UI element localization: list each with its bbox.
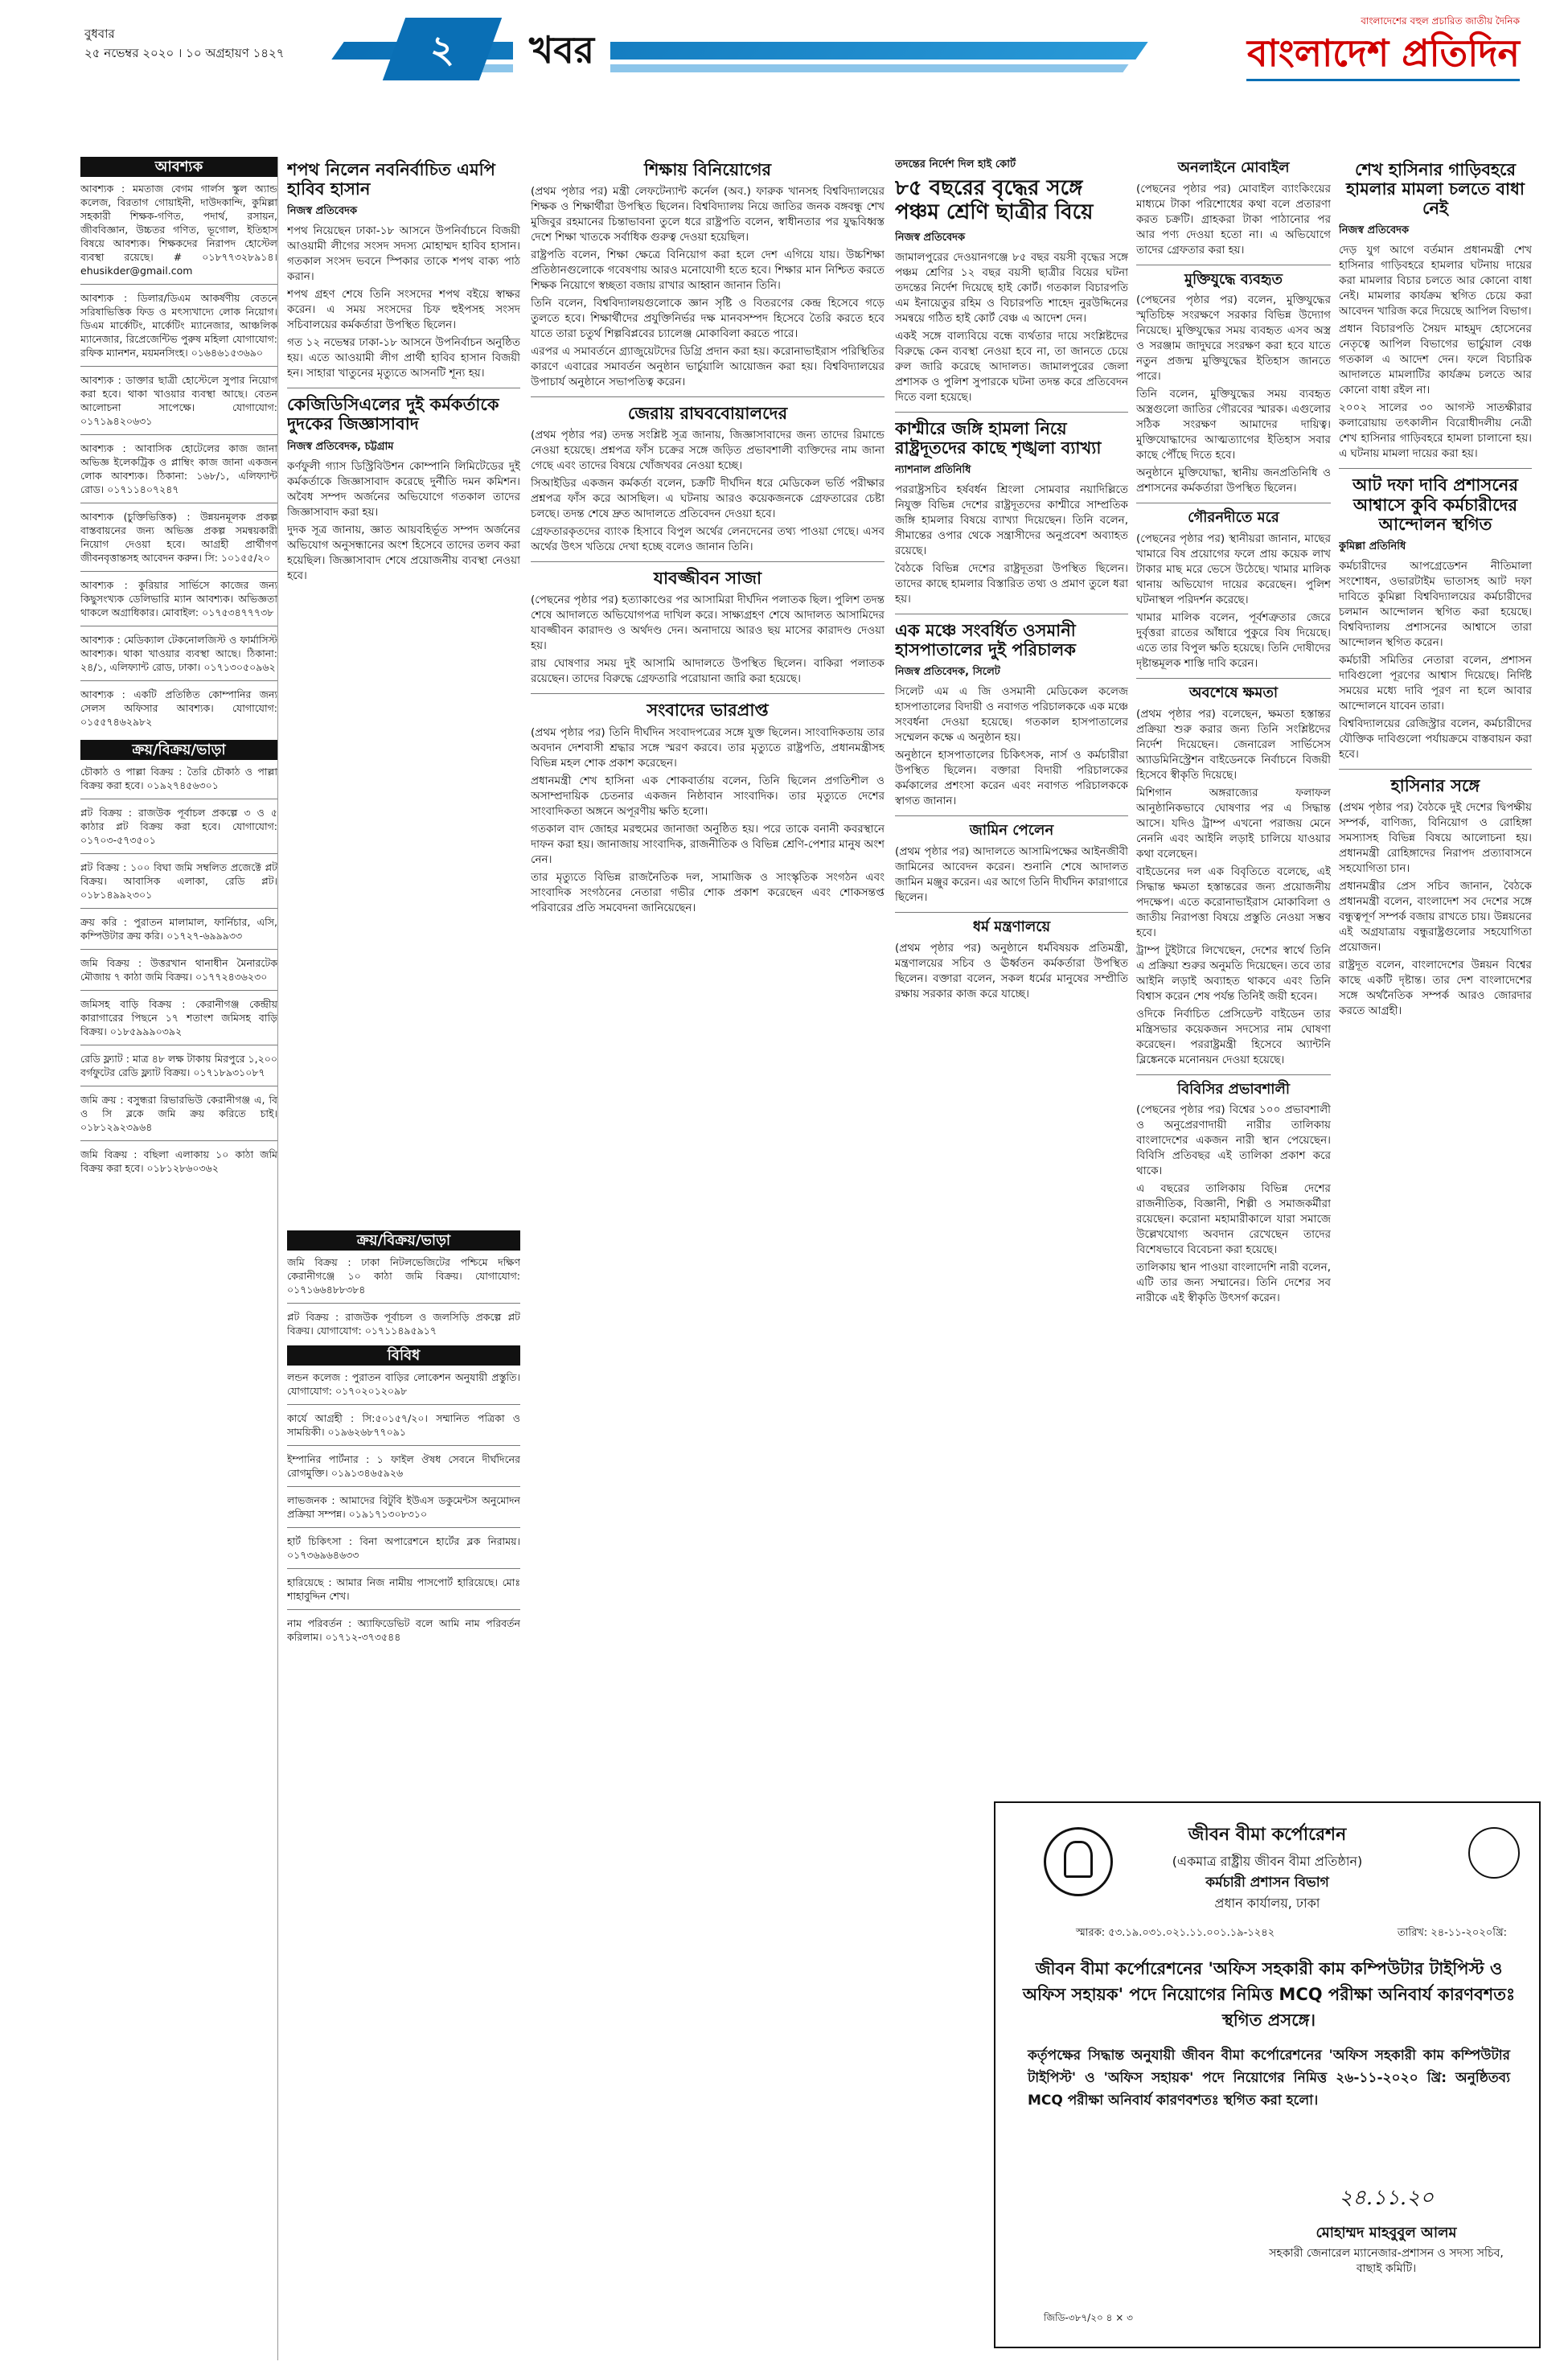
logo-tagline: বাংলাদেশের বহুল প্রচারিত জাতীয় দৈনিক <box>1361 15 1520 27</box>
paragraph: রাষ্ট্রদূত বলেন, বাংলাদেশের উন্নয়ন বিশ্বের কাছে একটি দৃষ্টান্ত। তার দেশ বাংলাদেশের সঙ্গে অর্থনৈতিক সম্পর্ক আরও জোরদার করতে আগ্রহী। <box>1339 958 1532 1017</box>
headline-motorcade-attack[interactable]: শেখ হাসিনার গাড়িবহরে হামলার মামলা চলতে বাধা নেই <box>1346 160 1525 219</box>
classified-ad: প্লট বিক্রয় : ১০০ বিঘা জমি সম্বলিত প্রজেক্টে প্লট বিক্রয়। আবাসিক এলাকা, রেডি প্লট। ০১৮১৪৯৯২৩০১ <box>80 861 277 901</box>
byline: নিজস্ব প্রতিবেদক, চট্টগ্রাম <box>287 440 394 453</box>
classified-ad: প্লট বিক্রয় : রাজউক পূর্বাচল প্রকল্পে ৩ ও ৫ কাঠার প্লট বিক্রয় করা হবে। যোগাযোগ: ০১৭০৩-৫৭৩৫০১ <box>80 807 277 846</box>
paragraph: প্রধান বিচারপতি সৈয়দ মাহমুদ হোসেনের নেতৃত্বে আপিল বিভাগের ভার্চুয়াল বেঞ্চ গতকাল এ আদেশ দেন। ফলে বিচারিক আদালতে মামলাটির কার্যক্রম চলতে আর কোনো বাধা রইল না। <box>1339 322 1532 397</box>
paragraph: (পেছনের পৃষ্ঠার পর) মোবাইল ব্যাংকিংয়ের মাধ্যমে টাকা পরিশোধের কথা বলে প্রতারণা করত চক্রটি। গ্রাহকরা টাকা পাঠানোর পর আর পণ্য দেওয়া হতো না। এ অভিযোগে তাদের গ্রেফতার করা হয়। <box>1136 182 1331 257</box>
headline-bail[interactable]: জামিন পেলেন <box>969 822 1054 840</box>
classified-ad: রেডি ফ্ল্যাট : মাত্র ৪৮ লক্ষ টাকায় মিরপুরে ১,২০০ বর্গফুটের রেডি ফ্ল্যাট বিক্রয়। ০১৭১৮৯৩১০৮৭ <box>80 1053 277 1078</box>
paragraph: খামার মালিক বলেন, পূর্বশত্রুতার জেরে দুর্বৃত্তরা রাতের আঁধারে পুকুরে বিষ দিয়েছে। এতে তার বিপুল ক্ষতি হয়েছে। তিনি দোষীদের দৃষ্টান্তমূলক শাস্তি দাবি করেন। <box>1136 611 1331 671</box>
ad-signature-block <box>1266 2181 1507 2277</box>
classifieds-column-2 <box>287 1230 520 2356</box>
paragraph: (প্রথম পৃষ্ঠার পর) তিনি দীর্ঘদিন সংবাদপত্রের সঙ্গে যুক্ত ছিলেন। সাংবাদিকতায় তার অবদান দেশবাসী শ্রদ্ধার সঙ্গে স্মরণ করবে। তার মৃত্যুতে রাষ্ট্রপতি, প্রধানমন্ত্রীসহ বিভিন্ন মহল শোক প্রকাশ করেছেন। <box>531 725 885 770</box>
paragraph: দেড় যুগ আগে বর্তমান প্রধানমন্ত্রী শেখ হাসিনার গাড়িবহরে হামলার ঘটনায় দায়ের করা মামলার বিচার চলতে আর কোনো বাধা নেই। মামলার কার্যক্রম স্থগিত চেয়ে করা আবেদন খারিজ করে দিয়েছে আপিল বিভাগ। <box>1339 244 1532 318</box>
date-line <box>84 24 285 63</box>
byline: কুমিল্লা প্রতিনিধি <box>1339 540 1406 552</box>
paragraph: দুদক সূত্র জানায়, জ্ঞাত আয়বহির্ভূত সম্পদ অর্জনের অভিযোগ অনুসন্ধানের অংশ হিসেবে তাদের তলব করা হয়েছিল। জিজ্ঞাসাবাদ শেষে প্রয়োজনীয় ব্যবস্থা নেওয়া হবে। <box>287 523 520 582</box>
ad-organization: জীবন বীমা কর্পোরেশন <box>1188 1825 1347 1845</box>
classified-ad: জমি বিক্রয় : ঢাকা নিটলভেজিটের পশ্চিমে দক্ষিণ কেরানীগঞ্জে ১০ কাঠা জমি বিক্রয়। যোগাযোগ: ০১৭১৬৬৪৮৮৩৮৪ <box>287 1256 520 1296</box>
paragraph: (পেছনের পৃষ্ঠার পর) বিশ্বের ১০০ প্রভাবশালী ও অনুপ্রেরণাদায়ী নারীর তালিকায় বাংলাদেশের একজন নারী স্থান পেয়েছেন। বিবিসি প্রতিবছর এই তালিকা প্রকাশ করে থাকে। <box>1136 1103 1331 1178</box>
ad-body: কর্তৃপক্ষের সিদ্ধান্ত অনুযায়ী জীবন বীমা কর্পোরেশনের 'অফিস সহকারী কাম কম্পিউটার টাইপিস্ট' ও 'অফিস সহায়ক' পদে নিয়োগের নিমিত্ত ২৬-১১-২০২০ খ্রি: অনুষ্ঠিতব্য MCQ পরীক্ষা অনিবার্য কারণবশতঃ স্থগিত করা হলো। <box>1028 2047 1510 2109</box>
ad-date: তারিখ: ২৪-১১-২০২০খ্রি: <box>1397 1927 1507 1939</box>
classified-ad: লন্ডন কলেজ : পুরাতন বাড়ির লোকেশন অনুযায়ী প্রস্তুতি। যোগাযোগ: ০১৭০২০১২০৯৮ <box>287 1371 520 1397</box>
paragraph: বিশ্ববিদ্যালয়ের রেজিস্ট্রার বলেন, কর্মচারীদের যৌক্তিক দাবিগুলো পর্যায়ক্রমে বাস্তবায়ন করা হবে। <box>1339 717 1532 761</box>
headline-kashmir[interactable]: কাশ্মীরে জঙ্গি হামলা নিয়ে রাষ্ট্রদূতদের কাছে শৃঙ্খলা ব্যাখ্যা <box>895 418 1102 458</box>
byline: ন্যাশনাল প্রতিনিধি <box>895 464 971 477</box>
section-title: খবর <box>513 23 610 84</box>
classified-ad: ক্রয় করি : পুরাতন মালামাল, ফার্নিচার, এসি, কম্পিউটার ক্রয় করি। ০১৭২৭-৬৯৯৯৩৩ <box>80 916 277 942</box>
byline: নিজস্ব প্রতিবেদক <box>287 205 358 218</box>
paragraph: গত ১২ নভেম্বর ঢাকা-১৮ আসনে উপনির্বাচন অনুষ্ঠিত হয়। এতে আওয়ামী লীগ প্রার্থী হাবিব হাসান বিজয়ী হন। সাহারা খাতুনের মৃত্যুতে আসনটি শূন্য হয়। <box>287 336 520 380</box>
classified-ad: প্লট বিক্রয় : রাজউক পূর্বাচল ও জলসিড়ি প্রকল্পে প্লট বিক্রয়। যোগাযোগ: ০১৭১১৪৯৫৯১৭ <box>287 1311 520 1337</box>
paragraph: ট্রাম্প টুইটারে লিখেছেন, দেশের স্বার্থে তিনি এ প্রক্রিয়া শুরুর অনুমতি দিয়েছেন। তবে তার আইনি লড়াই অব্যাহত থাকবে এবং তিনি বিশ্বাস করেন শেষ পর্যন্ত তিনিই জয়ী হবেন। <box>1136 943 1331 1003</box>
ad-department: কর্মচারী প্রশাসন বিভাগ <box>1205 1875 1329 1891</box>
headline-education[interactable]: শিক্ষায় বিনিয়োগের <box>643 160 772 179</box>
ad-title: জীবন বীমা কর্পোরেশনের 'অফিস সহকারী কাম কম্পিউটার টাইপিস্ট ও অফিস সহায়ক' পদে নিয়োগের নিমিত্ত MCQ পরীক্ষা অনিবার্য কারণবশতঃ স্থগিত প্রসঙ্গে। <box>1022 1959 1516 2030</box>
headline-child-marriage[interactable]: ৮৫ বছরের বৃদ্ধের সঙ্গে পঞ্চম শ্রেণি ছাত্রীর বিয়ে <box>895 176 1094 224</box>
paragraph: বৈঠকে বিভিন্ন দেশের রাষ্ট্রদূতরা উপস্থিত ছিলেন। তাদের কাছে হামলার বিস্তারিত তথ্য ও প্রমাণ তুলে ধরা হয়। <box>895 562 1128 606</box>
classifieds-column <box>80 157 278 2360</box>
paragraph: প্রধানমন্ত্রী শেখ হাসিনা এক শোকবার্তায় বলেন, তিনি ছিলেন প্রগতিশীল ও অসাম্প্রদায়িক চেতনার একজন নিষ্ঠাবান সাংবাদিক। তার মৃত্যুতে দেশের সাংবাদিকতা অঙ্গনে অপূরণীয় ক্ষতি হলো। <box>531 774 885 818</box>
paragraph: অনুষ্ঠানে মুক্তিযোদ্ধা, স্থানীয় জনপ্রতিনিধি ও প্রশাসনের কর্মকর্তারা উপস্থিত ছিলেন। <box>1136 466 1331 495</box>
paragraph: (পেছনের পৃষ্ঠার পর) বলেন, মুক্তিযুদ্ধের স্মৃতিচিহ্ন সংরক্ষণে সরকার বিভিন্ন উদ্যোগ নিয়েছে। মুক্তিযুদ্ধের সময় ব্যবহৃত এসব অস্ত্র ও সরঞ্জাম জাদুঘরে সংরক্ষণ করা হবে যাতে নতুন প্রজন্ম মুক্তিযুদ্ধের ইতিহাস জানতে পারে। <box>1136 294 1331 384</box>
signature: ২৪.১১.২০ <box>1339 2186 1434 2210</box>
paragraph: পররাষ্ট্রসচিব হর্ষবর্ধন শ্রিংলা সোমবার নয়াদিল্লিতে নিযুক্ত বিভিন্ন দেশের রাষ্ট্রদূতদের কাশ্মীরে সাম্প্রতিক জঙ্গি হামলার বিষয়ে ব্যাখ্যা দিয়েছেন। তিনি বলেন, সীমান্তের ওপার থেকে সন্ত্রাসীদের অনুপ্রবেশ অব্যাহত রয়েছে। <box>895 483 1128 558</box>
classified-ad: আবশ্যক (চুক্তিভিত্তিক) : উন্নয়নমূলক প্রকল্প বাস্তবায়নের জন্য অভিজ্ঞ প্রকল্প সমন্বয়কারী নিয়োগ দেওয়া হবে। আগ্রহী প্রার্থীগণ জীবনবৃত্তান্তসহ আবেদন করুন। সি: ১০১৫৫/২০ <box>80 511 277 564</box>
classified-ad: আবশ্যক : মমতাজ বেগম গার্লস স্কুল অ্যান্ড কলেজ, বিরতাগ গোয়াইনী, দাউদকান্দি, কুমিল্লা সহকারী শিক্ষক-গণিত, পদার্থ, রসায়ন, জীববিজ্ঞান, উচ্চতর গণিত, ভূগোল, ইতিহাস বিষয়ে আবশ্যক। শিক্ষকদের নিরাপদ হোস্টেল ব্যবস্থা রয়েছে। # ০১৮৭৭৩২৮৯১৪। ehusikder@gmail.com <box>80 183 277 277</box>
paragraph: গতকাল বাদ জোহর মরহুমের জানাজা অনুষ্ঠিত হয়। পরে তাকে বনানী কবরস্থানে দাফন করা হয়। জানাজায় সাংবাদিক, রাজনীতিক ও বিভিন্ন শ্রেণি-পেশার মানুষ অংশ নেন। <box>531 822 885 866</box>
headline-osmani[interactable]: এক মঞ্চে সংবর্ধিত ওসমানী হাসপাতালের দুই পরিচালক <box>895 621 1076 660</box>
column-3 <box>531 157 885 2360</box>
paragraph: এ বছরের তালিকায় বিভিন্ন দেশের রাজনীতিক, বিজ্ঞানী, শিল্পী ও সমাজকর্মীরা রয়েছেন। করোনা মহামারীকালে যারা সমাজে উল্লেখযোগ্য অবদান রেখেছেন তাদের বিশেষভাবে বিবেচনা করা হয়েছে। <box>1136 1182 1331 1257</box>
classified-ad: হারিয়েছে : আমার নিজ নামীয় পাসপোর্ট হারিয়েছে। মোঃ শাহাবুদ্দিন শেখ। <box>287 1576 520 1602</box>
paragraph: একই সঙ্গে বাল্যবিয়ে বন্ধে ব্যর্থতার দায়ে সংশ্লিষ্টদের বিরুদ্ধে কেন ব্যবস্থা নেওয়া হবে না, তা জানতে চেয়ে রুল জারি করেছে আদালত। জামালপুরের জেলা প্রশাসক ও পুলিশ সুপারকে ঘটনা তদন্ত করে প্রতিবেদন দিতে বলা হয়েছে। <box>895 329 1128 404</box>
headline-mp-oath[interactable]: শপথ নিলেন নবনির্বাচিত এমপি হাবিব হাসান <box>287 160 495 199</box>
paragraph: (প্রথম পৃষ্ঠার পর) অনুষ্ঠানে ধর্মবিষয়ক প্রতিমন্ত্রী, মন্ত্রণালয়ের সচিব ও ঊর্ধ্বতন কর্মকর্তারা উপস্থিত ছিলেন। বক্তারা বলেন, সকল ধর্মের মানুষের সম্প্রীতি রক্ষায় সরকার কাজ করে যাচ্ছে। <box>895 941 1128 1000</box>
classified-ad: আবশ্যক : ডিলার/ডিএম আকর্ষণীয় বেতনে সরিষাভিত্তিক ফিড ও মৎস্যখাদ্যে লোক নিয়োগ। ডিএম মার্কেটিং, মার্কেটিং ম্যানেজার, আঞ্চলিক ম্যানেজার, রিপ্রেজেন্টিভ পুরুষ মহিলা যোগাযোগ: রফিক ম্যানশন, ময়মনসিংহ। ০১৬৪৬১৫৩৬৯০ <box>80 292 277 359</box>
paragraph: তালিকায় স্থান পাওয়া বাংলাদেশি নারী বলেন, এটি তার জন্য সম্মানের। তিনি দেশের সব নারীকে এই স্বীকৃতি উৎসর্গ করেন। <box>1136 1261 1331 1305</box>
classified-ad: জমি বিক্রয় : বছিলা এলাকায় ১০ কাঠা জমি বিক্রয় করা হবে। ০১৮১২৮৬০৩৬২ <box>80 1148 277 1174</box>
paragraph: মিশিগান অঙ্গরাজ্যের ফলাফল আনুষ্ঠানিকভাবে ঘোষণার পর এ সিদ্ধান্ত আসে। যদিও ট্রাম্প এখনো পরাজয় মেনে নেননি এবং আইনি লড়াই চালিয়ে যাওয়ার কথা বলেছেন। <box>1136 786 1331 860</box>
column-6 <box>1339 157 1532 1781</box>
masthead <box>0 0 1568 113</box>
headline-online-mobile[interactable]: অনলাইনে মোবাইল <box>1177 159 1290 176</box>
paragraph: ২০০২ সালের ৩০ আগস্ট সাতক্ষীরার কলারোয়ায় তৎকালীন বিরোধীদলীয় নেত্রী শেখ হাসিনার গাড়িবহরে হামলা চালানো হয়। এ ঘটনায় মামলা দায়ের করা হয়। <box>1339 401 1532 461</box>
classified-ad: জমি ক্রয় : বসুন্ধরা রিভারভিউ কেরানীগঞ্জ এ, বি ও সি ব্লকে জমি ক্রয় করিতে চাই। ০১৮১২৯২৩৯৬৪ <box>80 1094 277 1133</box>
newspaper-logo[interactable] <box>1246 14 1520 103</box>
column-5 <box>1136 157 1331 1781</box>
issue-date: ২৫ নভেম্বর ২০২০ । ১০ অগ্রহায়ণ ১৪২৭ <box>84 46 285 60</box>
headline-life-sentence[interactable]: যাবজ্জীবন সাজা <box>653 569 762 589</box>
paragraph: সিআইডির একজন কর্মকর্তা বলেন, চক্রটি দীর্ঘদিন ধরে মেডিকেল ভর্তি পরীক্ষার প্রশ্নপত্র ফাঁস করে আসছিল। এ ঘটনায় আরও কয়েকজনকে গ্রেফতারের চেষ্টা চলছে। তদন্ত শেষে দ্রুত আদালতে প্রতিবেদন দেওয়া হবে। <box>531 477 885 521</box>
logo-rule <box>1246 79 1520 81</box>
kicker: তদন্তের নির্দেশ দিল হাই কোর্ট <box>895 158 1016 170</box>
classified-title-buysell: ক্রয়/বিক্রয়/ভাড়া <box>287 1230 520 1251</box>
paragraph: (প্রথম পৃষ্ঠার পর) আদালতে আসামিপক্ষের আইনজীবী জামিনের আবেদন করেন। শুনানি শেষে আদালত জামিন মঞ্জুর করেন। এর আগে তিনি দীর্ঘদিন কারাগারে ছিলেন। <box>895 845 1128 905</box>
classified-title-misc: বিবিধ <box>287 1345 520 1366</box>
classified-ad: কার্যে আগ্রহী : সি:৫০১৫৭/২০। সম্মানিত পত্রিকা ও সাময়িকী। ০১৯৬২৬৮৭৭০৯১ <box>287 1412 520 1438</box>
paragraph: কর্মচারী সমিতির নেতারা বলেন, প্রশাসন দাবিগুলো পূরণের আশ্বাস দিয়েছে। নির্দিষ্ট সময়ের মধ্যে দাবি পূরণ না হলে আবার আন্দোলনে যাবেন তারা। <box>1339 653 1532 713</box>
classified-ad: চৌকাঠ ও পাল্লা বিক্রয় : তৈরি চৌকাঠ ও পাল্লা বিক্রয় করা হবে। ০১৯২৭৪৫৬৩০১ <box>80 766 277 791</box>
headline-jerab[interactable]: জেরায় রাঘববোয়ালদের <box>627 404 788 424</box>
page-number: ২ <box>383 18 502 80</box>
classified-ad: নাম পরিবর্তন : অ্যাফিডেভিট বলে আমি নাম পরিবর্তন করিলাম। ০১৭১২-৩৭৩৫৪৪ <box>287 1617 520 1643</box>
headline-kgdcl[interactable]: কেজিডিসিএলের দুই কর্মকর্তাকে দুদকের জিজ্ঞাসাবাদ <box>287 395 499 434</box>
classified-ad: হার্ট চিকিৎসা : বিনা অপারেশনে হার্টের ব্লক নিরাময়। ০১৭৩৬৯৬৪৬৩৩ <box>287 1535 520 1561</box>
paragraph: (প্রথম পৃষ্ঠার পর) বৈঠকে দুই দেশের দ্বিপক্ষীয় সম্পর্ক, বাণিজ্য, বিনিয়োগ ও রোহিঙ্গা সমস্যাসহ বিভিন্ন বিষয়ে আলোচনা হয়। প্রধানমন্ত্রী রোহিঙ্গাদের নিরাপদ প্রত্যাবাসনে সহযোগিতা চান। <box>1339 800 1532 875</box>
paragraph: (প্রথম পৃষ্ঠার পর) বলেছেন, ক্ষমতা হস্তান্তর প্রক্রিয়া শুরু করার জন্য তিনি সংশ্লিষ্টদের নির্দেশ দিয়েছেন। জেনারেল সার্ভিসেস অ্যাডমিনিস্ট্রেশন বাইডেনকে নির্বাচনে বিজয়ী হিসেবে স্বীকৃতি দিয়েছে। <box>1136 707 1331 782</box>
paragraph: তিনি বলেন, বিশ্ববিদ্যালয়গুলোকে জ্ঞান সৃষ্টি ও বিতরণের কেন্দ্র হিসেবে গড়ে তুলতে হবে। শিক্ষার্থীদের প্রযুক্তিনির্ভর দক্ষ মানবসম্পদ হিসেবে তৈরি করতে হবে যাতে তারা চতুর্থ শিল্পবিপ্লবের চ্যালেঞ্জ মোকাবিলা করতে পারে। <box>531 297 885 341</box>
paragraph: (প্রথম পৃষ্ঠার পর) তদন্ত সংশ্লিষ্ট সূত্র জানায়, জিজ্ঞাসাবাদের জন্য তাদের রিমান্ডে নেওয়া হয়েছে। প্রশ্নপত্র ফাঁস চক্রের সঙ্গে জড়িত প্রভাবশালী ব্যক্তিদের নাম জানা গেছে এবং তাদের বিষয়ে খোঁজখবর নেওয়া হচ্ছে। <box>531 429 885 473</box>
byline: নিজস্ব প্রতিবেদক <box>1339 224 1410 237</box>
headline-liberation-war[interactable]: মুক্তিযুদ্ধে ব্যবহৃত <box>1184 270 1283 288</box>
headline-kubi[interactable]: আট দফা দাবি প্রশাসনের আশ্বাসে কুবি কর্মচারীদের আন্দোলন স্থগিত <box>1353 475 1518 534</box>
classified-title-wanted: আবশ্যক <box>80 157 277 177</box>
byline: নিজস্ব প্রতিবেদক, সিলেট <box>895 666 1000 679</box>
paragraph: (পেছনের পৃষ্ঠার পর) স্থানীয়রা জানান, মাছের খামারে বিষ প্রয়োগের ফলে প্রায় কয়েক লাখ টাকার মাছ মরে ভেসে উঠেছে। খামার মালিক থানায় অভিযোগ দায়ের করেছেন। পুলিশ ঘটনাস্থল পরিদর্শন করেছে। <box>1136 532 1331 607</box>
classified-ad: আবশ্যক : আবাসিক হোটেলের কাজ জানা অভিজ্ঞ ইলেকট্রিক ও প্লাম্বিং কাজ জানা একজন লোক আবশ্যক। ঠিকানা: ১৬৮/১, এলিফ্যান্ট রোড। ০১৭১১৪০৭২৪৭ <box>80 442 277 495</box>
ad-organization-sub: (একমাত্র রাষ্ট্রীয় জীবন বীমা প্রতিষ্ঠান) <box>1172 1854 1363 1869</box>
paragraph: সিলেট এম এ জি ওসমানী মেডিকেল কলেজ হাসপাতালের বিদায়ী ও নবাগত পরিচালককে এক মঞ্চে সংবর্ধনা দেওয়া হয়েছে। গতকাল হাসপাতালের সম্মেলন কক্ষে এ অনুষ্ঠান হয়। <box>895 685 1128 745</box>
paragraph: ওদিকে নির্বাচিত প্রেসিডেন্ট বাইডেন তার মন্ত্রিসভার কয়েকজন সদস্যের নাম ঘোষণা করেছেন। পররাষ্ট্রমন্ত্রী হিসেবে অ্যান্টনি ব্লিঙ্কেনকে মনোনয়ন দেওয়া হয়েছে। <box>1136 1007 1331 1066</box>
headline-sangbad[interactable]: সংবাদের ভারপ্রাপ্ত <box>646 700 769 721</box>
signer-name: মোহাম্মদ মাহবুবুল আলম <box>1316 2224 1457 2241</box>
ad-memo-number: স্মারক: ৫৩.১৯.০৩১.০২১.১১.০০১.১৯-১২৪২ <box>1076 1927 1275 1939</box>
logo-name: বাংলাদেশ প্রতিদিন <box>1246 31 1520 75</box>
headline-gournadi[interactable]: গৌরনদীতে মরে <box>1188 509 1279 527</box>
paragraph: প্রধানমন্ত্রীর প্রেস সচিব জানান, বৈঠকে প্রধানমন্ত্রী বলেন, বাংলাদেশ সব দেশের সঙ্গে বন্ধুত্বপূর্ণ সম্পর্ক বজায় রাখতে চায়। উন্নয়নের এই অগ্রযাত্রায় বন্ধুরাষ্ট্রগুলোর সহযোগিতা প্রয়োজন। <box>1339 879 1532 954</box>
classified-ad: আবশ্যক : ডাক্তার ছাত্রী হোস্টেলে সুপার নিয়োগ করা হবে। থাকা খাওয়ার ব্যবস্থা আছে। বেতন আলোচনা সাপেক্ষে। যোগাযোগ: ০১৭১৯৪২০৬৩১ <box>80 374 277 427</box>
headline-religion[interactable]: ধর্ম মন্ত্রণালয়ে <box>972 918 1051 936</box>
notice-advertisement[interactable] <box>994 1801 1541 2348</box>
section-banner <box>338 18 1142 80</box>
paragraph: রায় ঘোষণার সময় দুই আসামি আদালতে উপস্থিত ছিলেন। বাকিরা পলাতক রয়েছেন। তাদের বিরুদ্ধে গ্রেফতারি পরোয়ানা জারি করা হয়েছে। <box>531 657 885 686</box>
classified-title-buysell: ক্রয়/বিক্রয়/ভাড়া <box>80 740 277 760</box>
paragraph: অনুষ্ঠানে হাসপাতালের চিকিৎসক, নার্স ও কর্মচারীরা উপস্থিত ছিলেন। বক্তারা বিদায়ী পরিচালকের কর্মকালের প্রশংসা করেন এবং নবাগত পরিচালককে স্বাগত জানান। <box>895 749 1128 808</box>
headline-power-transfer[interactable]: অবশেষে ক্ষমতা <box>1188 684 1279 702</box>
classified-ad: জমি বিক্রয় : উত্তরখান থানাধীন মৈনারটেক মৌজায় ৭ কাঠা জমি বিক্রয়। ০১৭৭২৪৩৬২৩০ <box>80 957 277 983</box>
classified-ad: ইম্পানির পার্টনার : ১ ফাইল ঔষধ সেবনে দীর্ঘদিনের রোগমুক্তি। ০১৯১৩৪৬৫৯২৬ <box>287 1453 520 1479</box>
byline: নিজস্ব প্রতিবেদক <box>895 231 966 244</box>
paragraph: রাষ্ট্রপতি বলেন, শিক্ষা ক্ষেত্রে বিনিয়োগ করা হলে দেশ এগিয়ে যায়। উচ্চশিক্ষা প্রতিষ্ঠানগুলোকে গবেষণায় আরও মনোযোগী হতে হবে। শিক্ষার মান নিশ্চিত করতে শিক্ষক নিয়োগে স্বচ্ছতা বজায় রাখার আহ্বান জানান তিনি। <box>531 248 885 293</box>
paragraph: বাইডেনের দল এক বিবৃতিতে বলেছে, এই সিদ্ধান্ত ক্ষমতা হস্তান্তরের জন্য প্রয়োজনীয় পদক্ষেপ। এতে করোনাভাইরাস মোকাবিলা ও জাতীয় নিরাপত্তা বিষয়ে প্রস্তুতি নেওয়া সম্ভব হবে। <box>1136 865 1331 939</box>
paragraph: গ্রেফতারকৃতদের ব্যাংক হিসাবে বিপুল অর্থের লেনদেনের তথ্য পাওয়া গেছে। এসব অর্থের উৎস খতিয়ে দেখা হচ্ছে বলেও জানান তিনি। <box>531 525 885 554</box>
classified-ad: জমিসহ বাড়ি বিক্রয় : কেরানীগঞ্জ কেন্দ্রীয় কারাগারের পিছনে ১৭ শতাংশ জমিসহ বাড়ি বিক্রয়। ০১৮৫৯৯৯০৩৯২ <box>80 998 277 1037</box>
signer-title: সহকারী জেনারেল ম্যানেজার-প্রশাসন ও সদস্য সচিব, বাছাই কমিটি। <box>1269 2247 1504 2275</box>
paragraph: তিনি বলেন, মুক্তিযুদ্ধের সময় ব্যবহৃত অস্ত্রগুলো জাতির গৌরবের স্মারক। এগুলোর সঠিক সংরক্ষণ আমাদের দায়িত্ব। মুক্তিযোদ্ধাদের আত্মত্যাগের ইতিহাস সবার কাছে পৌঁছে দিতে হবে। <box>1136 388 1331 462</box>
weekday: বুধবার <box>84 27 115 41</box>
paragraph: কর্মচারীদের আপগ্রেডেশন নীতিমালা সংশোধন, ওভারটাইম ভাতাসহ আট দফা দাবিতে কুমিল্লা বিশ্ববিদ্যালয়ের কর্মচারীদের চলমান আন্দোলন স্থগিত করা হয়েছে। বিশ্ববিদ্যালয় প্রশাসনের আশ্বাসে তারা আন্দোলন স্থগিত করেন। <box>1339 559 1532 649</box>
classified-ad: লাভজনক : আমাদের বিটুবি ইউএস ডকুমেন্টস অনুমোদন প্রক্রিয়া সম্পন্ন। ০১৯১৭১৩০৮৩১০ <box>287 1494 520 1520</box>
ad-office: প্রধান কার্যালয়, ঢাকা <box>1214 1896 1320 1911</box>
paragraph: কর্ণফুলী গ্যাস ডিস্ট্রিবিউশন কোম্পানি লিমিটেডের দুই কর্মকর্তাকে জিজ্ঞাসাবাদ করেছে দুর্নীতি দমন কমিশন। অবৈধ সম্পদ অর্জনের অভিযোগে গতকাল তাদের জিজ্ঞাসাবাদ করা হয়। <box>287 459 520 519</box>
paragraph: (পেছনের পৃষ্ঠার পর) হত্যাকাণ্ডের পর আসামিরা দীর্ঘদিন পলাতক ছিল। পুলিশ তদন্ত শেষে আদালতে অভিযোগপত্র দাখিল করে। সাক্ষ্যগ্রহণ শেষে আদালত আসামিদের যাবজ্জীবন কারাদণ্ড ও অর্থদণ্ড দেন। অনাদায়ে আরও ছয় মাসের কারাদণ্ড দেওয়া হয়। <box>531 594 885 653</box>
paragraph: এরপর এ সমাবর্তনে গ্র্যাজুয়েটদের ডিগ্রি প্রদান করা হয়। করোনাভাইরাস পরিস্থিতির কারণে এবারের সমাবর্তন অনুষ্ঠান ভার্চুয়ালি আয়োজন করা হয়। বিশ্ববিদ্যালয়ের উপাচার্য অনুষ্ঠানে সভাপতিত্ব করেন। <box>531 345 885 389</box>
paragraph: (প্রথম পৃষ্ঠার পর) মন্ত্রী লেফটেন্যান্ট কর্নেল (অব.) ফারুক খানসহ বিশ্ববিদ্যালয়ের শিক্ষক ও শিক্ষার্থীরা উপস্থিত ছিলেন। বিশ্ববিদ্যালয় নিয়ে জাতির জনক বঙ্গবন্ধু শেখ মুজিবুর রহমানের চিন্তাভাবনা তুলে ধরে রাষ্ট্রপতি বলেন, স্বাধীনতার পর যুদ্ধবিধ্বস্ত দেশে শিক্ষা খাতকে সর্বাধিক গুরুত্ব দেওয়া হয়েছিল। <box>531 185 885 244</box>
headline-hasina-meeting[interactable]: হাসিনার সঙ্গে <box>1390 775 1480 795</box>
classified-ad: আবশ্যক : কুরিয়ার সার্ভিসে কাজের জন্য কিছুসংখ্যক ডেলিভারি ম্যান আবশ্যক। অভিজ্ঞতা থাকলে অগ্রাধিকার। মোবাইল: ০১৭৫৩৪৭৭৭৩৮ <box>80 579 277 618</box>
paragraph: শপথ নিয়েছেন ঢাকা-১৮ আসনে উপনির্বাচনে বিজয়ী আওয়ামী লীগের সংসদ সদস্য মোহাম্মদ হাবিব হাসান। গতকাল সংসদ ভবনে স্পিকার তাকে শপথ বাক্য পাঠ করান। <box>287 224 520 284</box>
classified-ad: আবশ্যক : মেডিক্যাল টেকনোলজিস্ট ও ফার্মাসিস্ট আবশ্যক। থাকা খাওয়ার ব্যবস্থা আছে। ঠিকানা: ২৪/১, এলিফ্যান্ট রোড, ঢাকা। ০১৭১৩০৫০৯৬২ <box>80 634 277 673</box>
paragraph: জামালপুরের দেওয়ানগঞ্জে ৮৫ বছর বয়সী বৃদ্ধের সঙ্গে পঞ্চম শ্রেণির ১২ বছর বয়সী ছাত্রীর বিয়ের ঘটনা তদন্তের নির্দেশ দিয়েছে হাই কোর্ট। গতকাল বিচারপতি এম ইনায়েতুর রহিম ও বিচারপতি শাহেদ নুরউদ্দিনের সমন্বয়ে গঠিত হাই কোর্ট বেঞ্চ এ আদেশ দেন। <box>895 250 1128 325</box>
headline-bbc[interactable]: বিবিসির প্রভাবশালী <box>1176 1080 1291 1098</box>
classified-ad: আবশ্যক : একটি প্রতিষ্ঠিত কোম্পানির জন্য সেলস অফিসার আবশ্যক। যোগাযোগ: ০১৫৫৭৪৬২৯৮২ <box>80 688 277 728</box>
column-2 <box>287 157 520 1226</box>
paragraph: তার মৃত্যুতে বিভিন্ন রাজনৈতিক দল, সামাজিক ও সাংস্কৃতিক সংগঠন এবং সাংবাদিক সংগঠনের নেতারা গভীর শোক প্রকাশ করেছেন এবং শোকসন্তপ্ত পরিবারের প্রতি সমবেদনা জানিয়েছেন। <box>531 870 885 914</box>
paragraph: শপথ গ্রহণ শেষে তিনি সংসদের শপথ বইয়ে স্বাক্ষর করেন। এ সময় সংসদের চিফ হুইপসহ সংসদ সচিবালয়ের কর্মকর্তারা উপস্থিত ছিলেন। <box>287 288 520 332</box>
ad-code: জিডি-৩৮৭/২০ ৪ × ৩ <box>1044 2312 1133 2323</box>
banner-stripe-light <box>399 64 1128 72</box>
